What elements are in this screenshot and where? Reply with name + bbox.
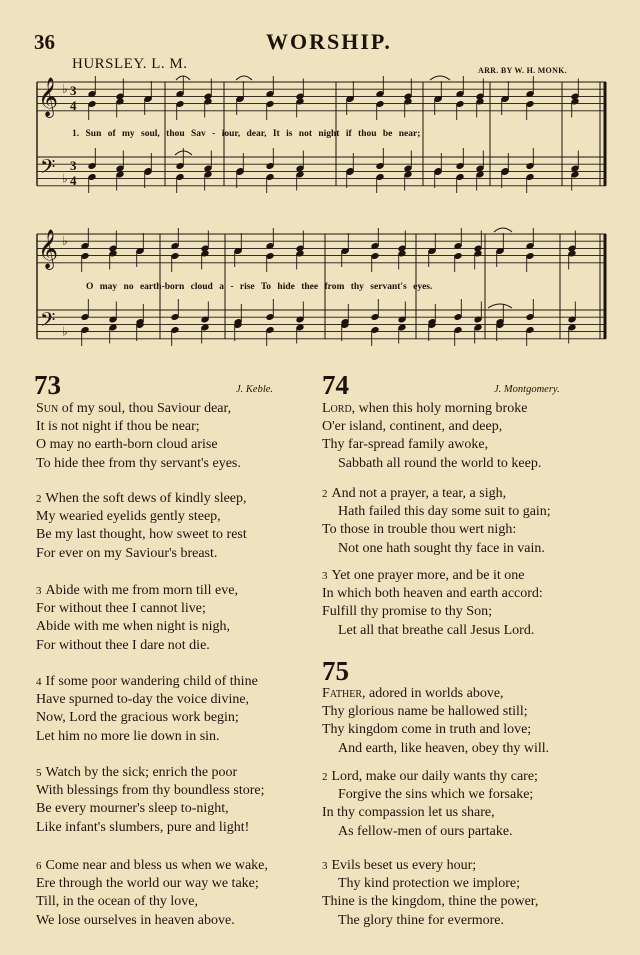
stanza-line: We lose ourselves in heaven above.	[36, 912, 235, 928]
hymn-number-74: 74	[322, 370, 349, 400]
page-number: 36	[34, 30, 55, 54]
treble-clef-icon: 𝄞	[38, 77, 59, 117]
stanza-line: And earth, like heaven, obey thy will.	[338, 740, 550, 756]
stanza-line: Have spurned to-day the voice divine,	[36, 692, 250, 708]
stanza-line: Father, adored in worlds above,	[322, 686, 504, 701]
stanza-number: 5	[36, 767, 42, 779]
slur	[430, 76, 450, 80]
stanza-line: 6 Come near and bless us when we wake,	[36, 858, 268, 873]
arranger-credit: ARR. BY W. H. MONK.	[478, 66, 567, 75]
section-title: WORSHIP.	[266, 29, 392, 54]
stanza-first-word: Father	[322, 686, 363, 701]
time-signature-bottom: 4	[70, 173, 77, 188]
stanza-line: Thy kingdom come in truth and love;	[322, 722, 532, 738]
stanza-line: Sun of my soul, thou Saviour dear,	[36, 401, 232, 416]
stanza-line: Let all that breathe call Jesus Lord.	[338, 622, 535, 638]
stanza-line: Ere through the world our way we take;	[36, 876, 259, 892]
stanza-line: My wearied eyelids gently steep,	[36, 509, 221, 525]
stanza-line: Let him no more lie down in sin.	[36, 728, 220, 744]
flat-icon: ♭	[62, 82, 68, 97]
stanza-line: 5 Watch by the sick; enrich the poor	[36, 765, 238, 780]
stanza-line: Lord, when this holy morning broke	[322, 401, 528, 416]
time-signature-top: 3	[70, 83, 77, 98]
stanza-line: In which both heaven and earth accord:	[322, 586, 543, 602]
stanza	[36, 582, 238, 655]
stanza-line: 2 Lord, make our daily wants thy care;	[322, 769, 538, 784]
stanza-line: 4 If some poor wandering child of thine	[36, 674, 258, 689]
flat-icon: ♭	[62, 171, 68, 186]
time-signature-top: 3	[70, 158, 77, 173]
bass-clef-icon: 𝄢	[40, 308, 56, 336]
stanza-line: Fulfill thy promise to thy Son;	[322, 604, 492, 620]
stanza-line: Be my last thought, how sweet to rest	[36, 527, 247, 543]
treble-clef-icon: 𝄞	[38, 229, 59, 269]
stanza-line: Like infant's slumbers, pure and light!	[36, 819, 250, 835]
stanza-line: Forgive the sins which we forsake;	[338, 787, 534, 803]
stanza-number: 3	[36, 585, 42, 597]
hymn-author-74: J. Montgomery.	[494, 384, 560, 395]
stanza-number: 2	[322, 771, 328, 783]
stanza-line: 3 Evils beset us every hour;	[322, 858, 477, 873]
flat-icon: ♭	[62, 234, 68, 249]
stanza-line: Not one hath sought thy face in vain.	[338, 540, 545, 556]
stanza-number: 2	[36, 493, 42, 505]
stanza	[322, 485, 551, 558]
hymn-author-73: J. Keble.	[236, 384, 274, 395]
stanza-number: 3	[322, 570, 328, 582]
stanza	[36, 490, 247, 563]
stanza	[36, 857, 268, 930]
hymn-number-73: 73	[34, 370, 61, 400]
stanza-line: Sabbath all round the world to keep.	[338, 455, 542, 471]
stanza-number: 2	[322, 488, 328, 500]
flat-icon: ♭	[62, 324, 68, 339]
stanza	[322, 400, 541, 473]
stanza-line: Now, Lord the gracious work begin;	[36, 710, 239, 726]
stanza-line: It is not night if thou be near;	[36, 419, 200, 435]
stanza-line: 3 Abide with me from morn till eve,	[36, 583, 238, 598]
stanza	[36, 764, 264, 837]
staff	[37, 157, 606, 186]
stanza-line: Be every mourner's sleep to-night,	[36, 801, 229, 817]
stanza	[322, 857, 538, 930]
stanza-line: 2 And not a prayer, a tear, a sigh,	[322, 486, 507, 501]
stanza-number: 3	[322, 860, 328, 872]
stanza-line: To those in trouble thou wert nigh:	[322, 522, 517, 538]
time-signature-bottom: 4	[70, 98, 77, 113]
stanza-line: Thy kind protection we implore;	[338, 876, 520, 892]
stanza-first-word: Lord	[322, 401, 352, 416]
stanza-line: For without thee I dare not die.	[36, 637, 210, 653]
stanza-line: For without thee I cannot live;	[36, 601, 206, 617]
stanza	[322, 567, 543, 640]
stanza-number: 6	[36, 860, 42, 872]
stanza-line: Thine is the kingdom, thine the power,	[322, 894, 539, 910]
slur	[494, 228, 512, 232]
stanza-line: Abide with me when night is nigh,	[36, 619, 231, 635]
tune-name: HURSLEY. L. M.	[72, 56, 188, 72]
stanza-line: O may no earth-born cloud arise	[36, 437, 218, 453]
stanza-line: 2 When the soft dews of kindly sleep,	[36, 491, 247, 506]
hymn-number-75: 75	[322, 656, 349, 686]
stanza	[322, 768, 538, 841]
slur	[236, 76, 252, 80]
staff	[37, 234, 606, 263]
slur	[488, 304, 512, 308]
stanza-line: As fellow-men of ours partake.	[338, 823, 513, 839]
lyrics-line-1: 1. Sun of my soul, thou Sav - iour, dear, It is not night if thou be near;	[72, 129, 421, 139]
stanza	[36, 673, 258, 746]
stanza-line: 3 Yet one prayer more, and be it one	[322, 568, 525, 583]
stanza-line: Hath failed this day some suit to gain;	[338, 504, 551, 520]
stanza-line: With blessings from thy boundless store;	[36, 783, 265, 799]
lyrics-line-2: O may no earth-born cloud a - rise To hide thee from thy servant's eyes.	[86, 282, 433, 292]
stanza-line: For ever on my Saviour's breast.	[36, 545, 218, 561]
stanza-line: To hide thee from thy servant's eyes.	[36, 455, 241, 471]
stanza-line: Till, in the ocean of thy love,	[36, 894, 199, 910]
stanza	[36, 400, 241, 473]
stanza-first-word: Sun	[36, 401, 59, 416]
stanza	[322, 685, 549, 758]
stanza-line: Thy glorious name be hallowed still;	[322, 704, 528, 720]
stanza-number: 4	[36, 676, 42, 688]
bass-clef-icon: 𝄢	[40, 155, 56, 183]
stanza-line: In thy compassion let us share,	[322, 805, 495, 821]
stanza-line: The glory thine for evermore.	[338, 912, 504, 928]
staff	[37, 310, 606, 339]
stanza-line: O'er island, continent, and deep,	[322, 419, 503, 435]
stanza-line: Thy far-spread family awoke,	[322, 437, 489, 453]
music-score	[0, 0, 640, 360]
